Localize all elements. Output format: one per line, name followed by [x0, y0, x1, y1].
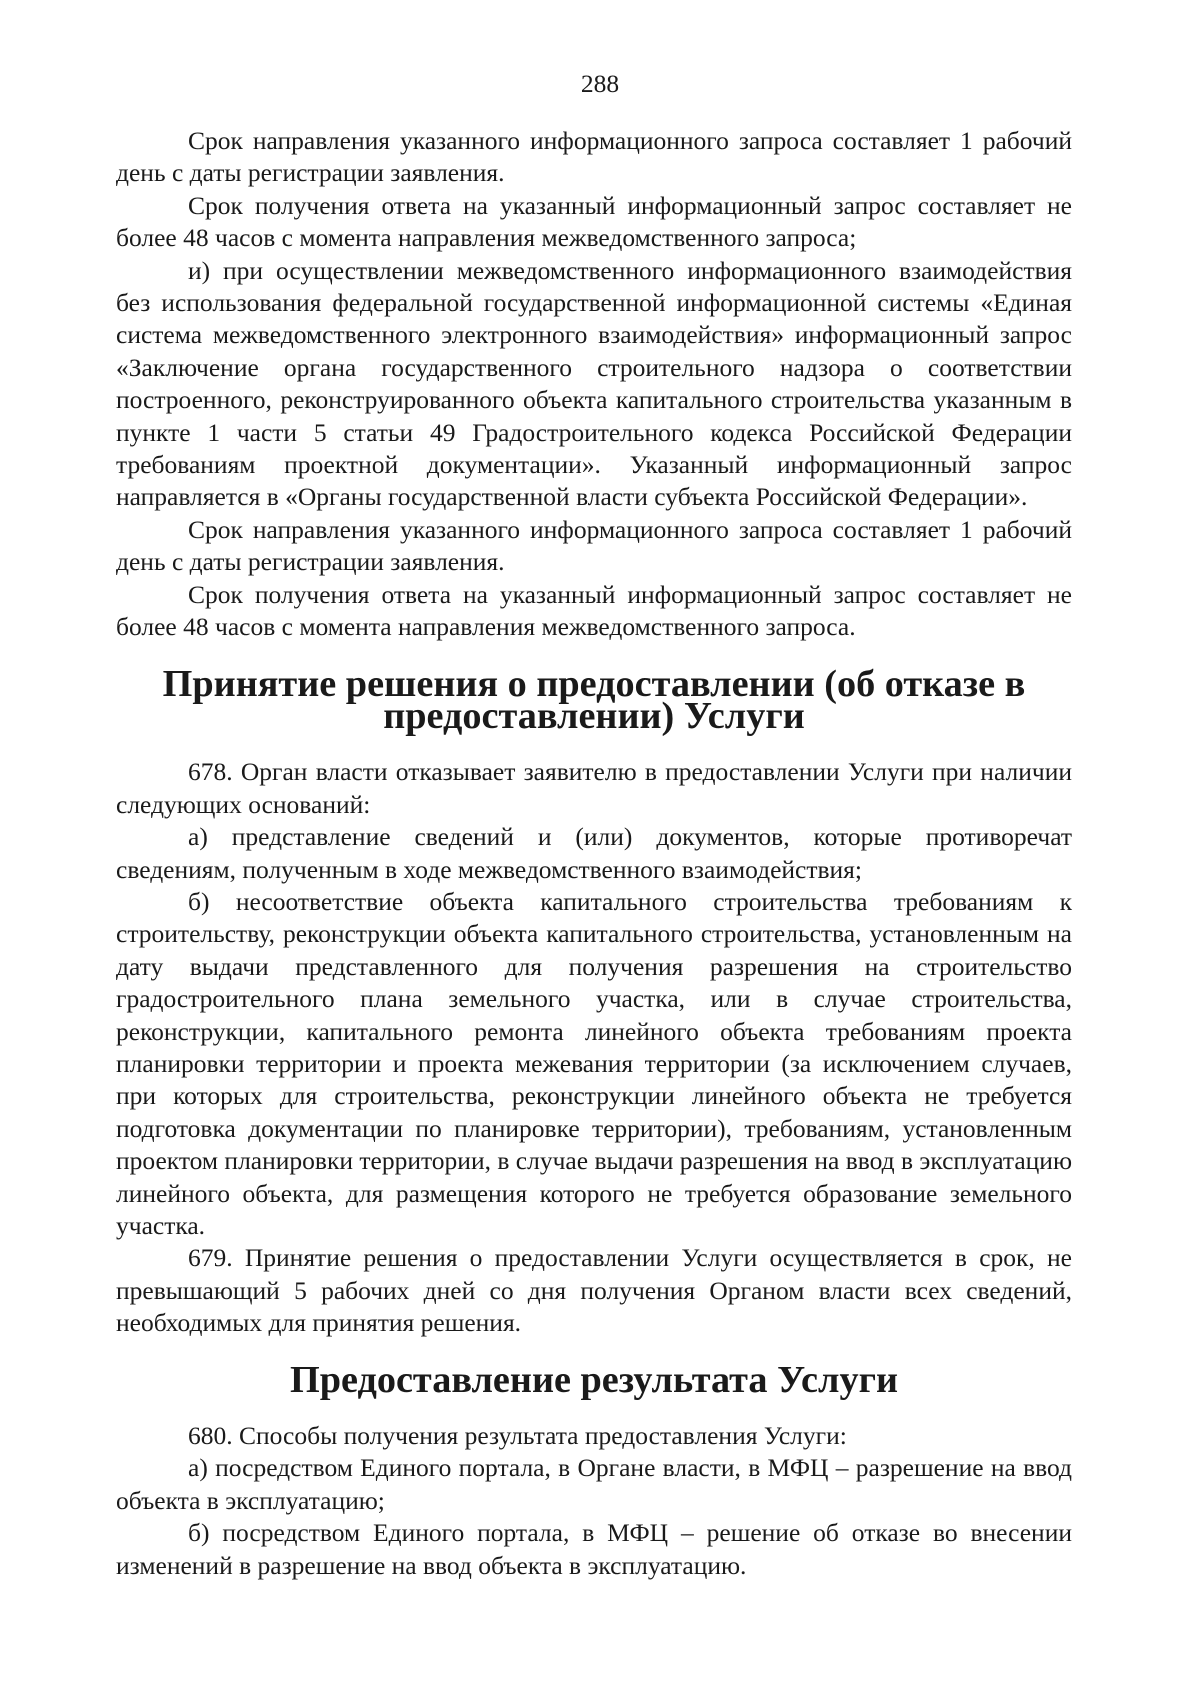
paragraph: и) при осуществлении межведомственного информационного взаимодействия без использования федеральной государственной информационной системы «Единая система межведомственного электронного взаимодействия» информационный запрос «Заключение органа государственного строительного надзора о соответствии построенного, реконструированного объекта капитального строительства указанным в пункте 1 части 5 статьи 49 Градостроительного кодекса Российской Федерации требованиям проектной документации». Указанный информационный запрос направляется в «Органы государственной власти субъекта Российской Федерации». — [116, 255, 1072, 512]
paragraph: 679. Принятие решения о предоставлении Услуги осуществляется в срок, не превышающий 5 рабочих дней со дня получения Органом власти всех сведений, необходимых для принятия решения. — [116, 1243, 1072, 1338]
page-number: 288 — [580, 69, 620, 98]
paragraph: б) посредством Единого портала, в МФЦ – решение об отказе во внесении изменений в разрешение на ввод объекта в эксплуатацию. — [116, 1518, 1072, 1580]
document-body — [116, 125, 1072, 1582]
paragraph: Срок получения ответа на указанный информационный запрос составляет не более 48 часов с момента направления межведомственного запроса. — [116, 579, 1072, 642]
paragraph: Срок направления указанного информационного запроса составляет 1 рабочий день с даты регистрации заявления. — [116, 126, 1072, 188]
section-heading-result: Предоставление результата Услуги — [289, 1358, 898, 1401]
paragraph: 680. Способы получения результата предоставления Услуги: — [188, 1421, 847, 1451]
paragraph: а) посредством Единого портала, в Органе власти, в МФЦ – разрешение на ввод объекта в эксплуатацию; — [116, 1453, 1072, 1515]
paragraph: Срок направления указанного информационного запроса составляет 1 рабочий день с даты регистрации заявления. — [116, 514, 1072, 577]
paragraph: Срок получения ответа на указанный информационный запрос составляет не более 48 часов с момента направления межведомственного запроса; — [116, 190, 1072, 253]
paragraph: а) представление сведений и (или) документов, которые противоречат сведениям, полученным в ходе межведомственного взаимодействия; — [116, 822, 1072, 884]
section-heading-decision: Принятие решения о предоставлении (об отказе в предоставлении) Услуги — [162, 662, 1026, 737]
paragraph: б) несоответствие объекта капитального строительства требованиям к строительству, реконструкции объекта капитального строительства, установленным на дату выдачи представленного для получения разрешения на строительство градостроительного плана земельного участка, или в случае строительства, реконструкции, капитального ремонта линейного объекта требованиям проекта планировки территории и проекта межевания территории (за исключением случаев, при которых для строительства, реконструкции линейного объекта не требуется подготовка документации по планировке территории), требованиям, установленным проектом планировки территории, в случае выдачи разрешения на ввод в эксплуатацию линейного объекта, для размещения которого не требуется образование земельного участка. — [116, 886, 1072, 1240]
paragraph: 678. Орган власти отказывает заявителю в предоставлении Услуги при наличии следующих оснований: — [116, 757, 1072, 819]
